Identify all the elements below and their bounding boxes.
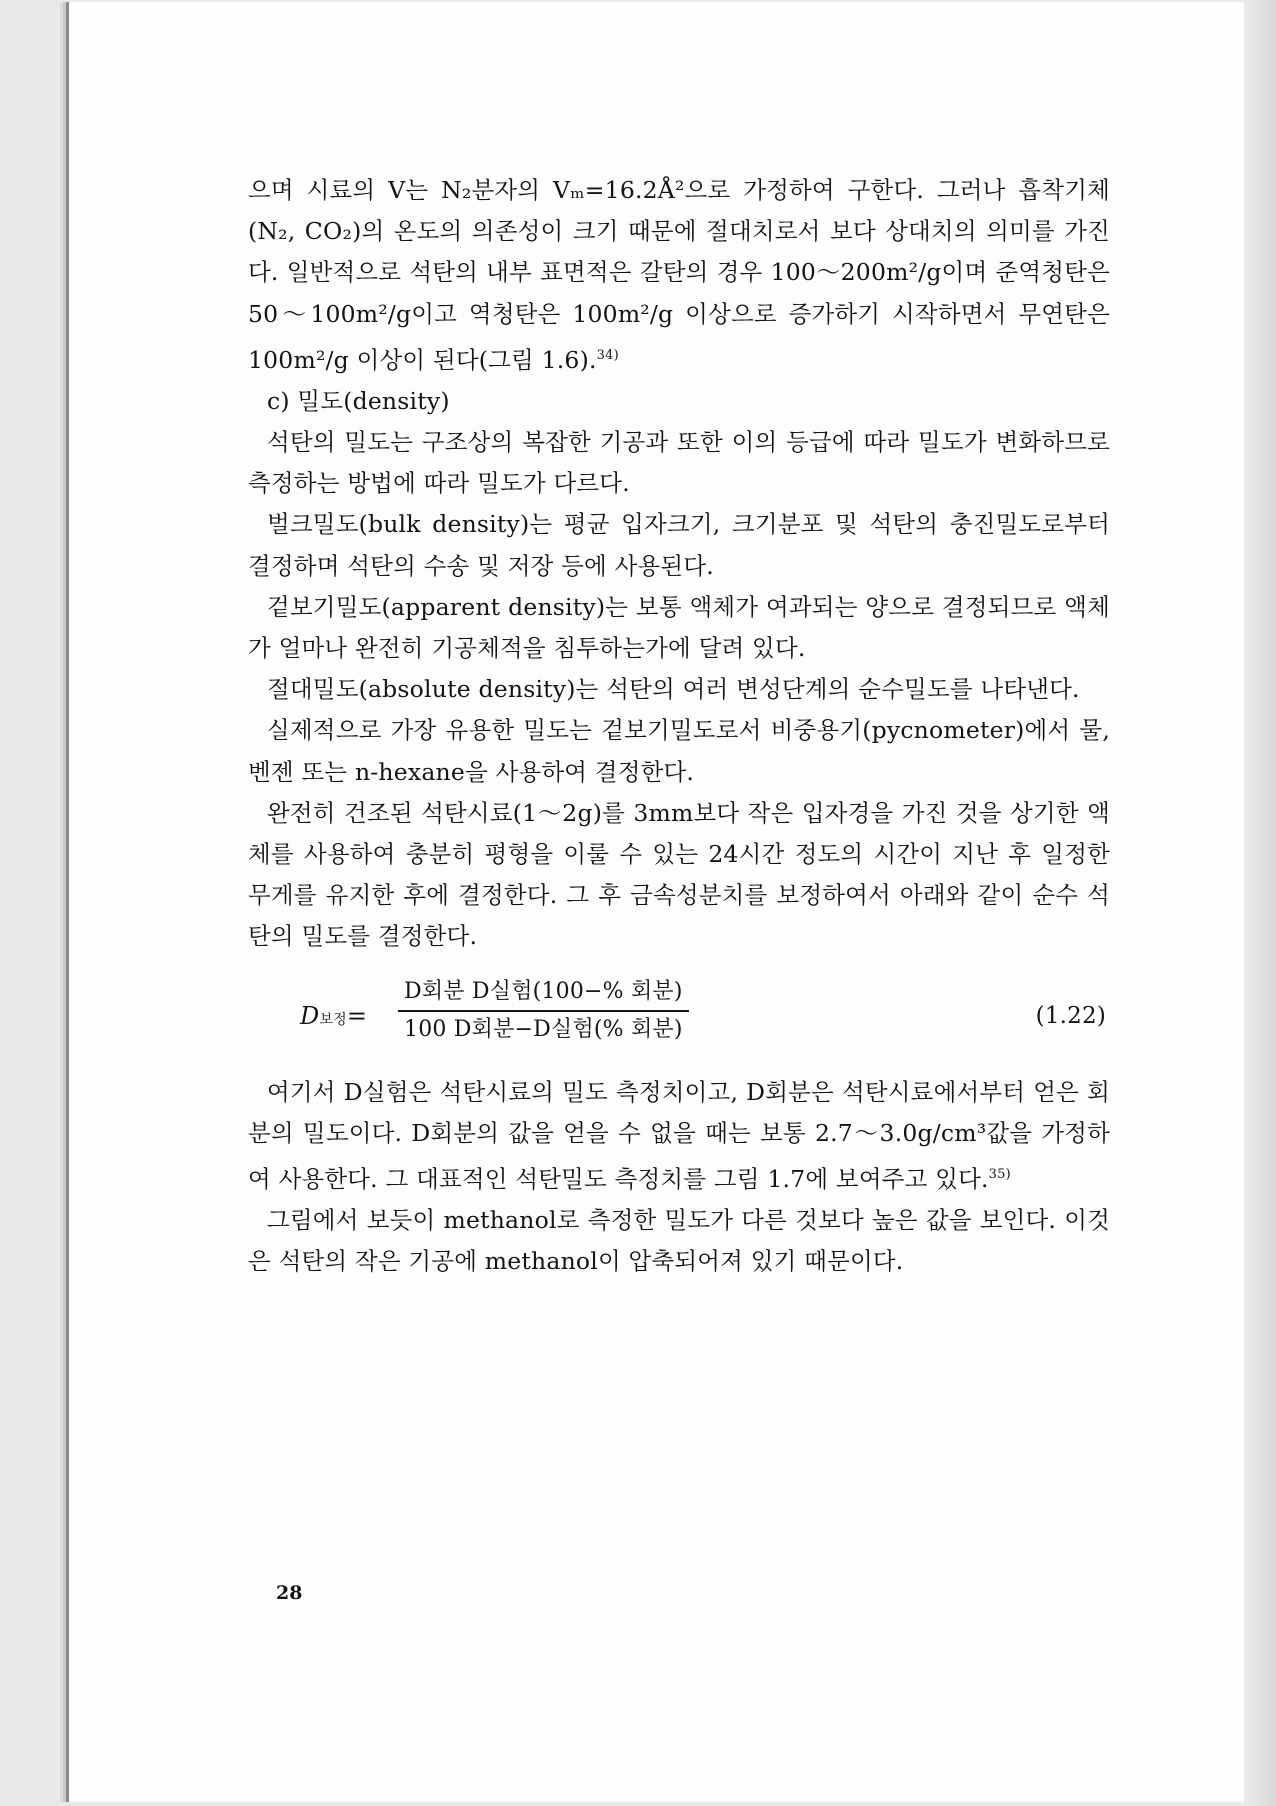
paragraph-ash-density: 여기서 D실험은 석탄시료의 밀도 측정치이고, D회분은 석탄시료에서부터 얻은 회분의 밀도이다. D회분의 값을 얻을 수 없을 때는 보통 2.7～3.0g/cm³값을 가정하여 사용한다. 그 대표적인 석탄밀도 측정치를 그림 1.7에 보여주고 있다.$^{35)}$ bbox=[248, 1077, 1110, 1193]
equation-lhs: D보정= bbox=[300, 1001, 368, 1030]
page-number: 28 bbox=[276, 1582, 303, 1604]
paragraph-surface-area: 으며 시료의 V는 N₂분자의 Vₘ=16.2Å²으로 가정하여 구한다. 그러나 흡착기체(N₂, CO₂)의 온도의 의존성이 크기 때문에 절대치로서 보다 상대치의 의미를 가진다. 일반적으로 석탄의 내부 표면적은 갈탄의 경우 100～200m²/g이며 준역청탄은 50～100m²/g이고 역청탄은 100m²/g 이상으로 증가하기 시작하면서 무연탄은 100m²/g 이상이 된다(그림 1.6).$^{34)}$ bbox=[248, 176, 1110, 374]
paragraph-procedure: 완전히 건조된 석탄시료(1～2g)를 3mm보다 작은 입자경을 가진 것을 상기한 액체를 사용하여 충분히 평형을 이룰 수 있는 24시간 정도의 시간이 지난 후 일정한 무게를 유지한 후에 결정한다. 그 후 금속성분치를 보정하여서 아래와 같이 순수 석탄의 밀도를 결정한다. bbox=[248, 798, 1110, 951]
paragraph-practical-density: 실제적으로 가장 유용한 밀도는 겉보기밀도로서 비중용기(pycnometer)에서 물, 벤젠 또는 n-hexane을 사용하여 결정한다. bbox=[248, 716, 1110, 786]
paragraph-apparent-density: 겉보기밀도(apparent density)는 보통 액체가 여과되는 양으로 결정되므로 액체가 얼마나 완전히 기공체적을 침투하는가에 달려 있다. bbox=[248, 592, 1110, 663]
section-heading-density: c) 밀도(density) bbox=[267, 386, 450, 415]
reference-34: 34) bbox=[596, 347, 619, 363]
page-gutter-shadow bbox=[1241, 0, 1276, 1806]
equation-numerator: D회분 D실험(100−% 회분) bbox=[398, 976, 689, 1012]
page-body bbox=[248, 170, 1110, 1283]
paragraph-density-intro: 석탄의 밀도는 구조상의 복잡한 기공과 또한 이의 등급에 따라 밀도가 변화하므로 측정하는 방법에 따라 밀도가 다르다. bbox=[248, 428, 1110, 498]
equation-1-22 bbox=[248, 958, 1110, 1072]
equation-denominator: 100 D회분−D실험(% 회분) bbox=[404, 1016, 683, 1042]
equation-number: (1.22) bbox=[1035, 1002, 1106, 1029]
equation-fraction bbox=[398, 976, 689, 1046]
paragraph-absolute-density: 절대밀도(absolute density)는 석탄의 여러 변성단계의 순수밀도를 나타낸다. bbox=[267, 675, 1080, 704]
paragraph-bulk-density: 벌크밀도(bulk density)는 평균 입자크기, 크기분포 및 석탄의 충진밀도로부터 결정하며 석탄의 수송 및 저장 등에 사용된다. bbox=[248, 510, 1110, 580]
reference-35: 35) bbox=[988, 1167, 1011, 1183]
paragraph-methanol: 그림에서 보듯이 methanol로 측정한 밀도가 다른 것보다 높은 값을 보인다. 이것은 석탄의 작은 기공에 methanol이 압축되어져 있기 때문이다. bbox=[248, 1206, 1110, 1276]
